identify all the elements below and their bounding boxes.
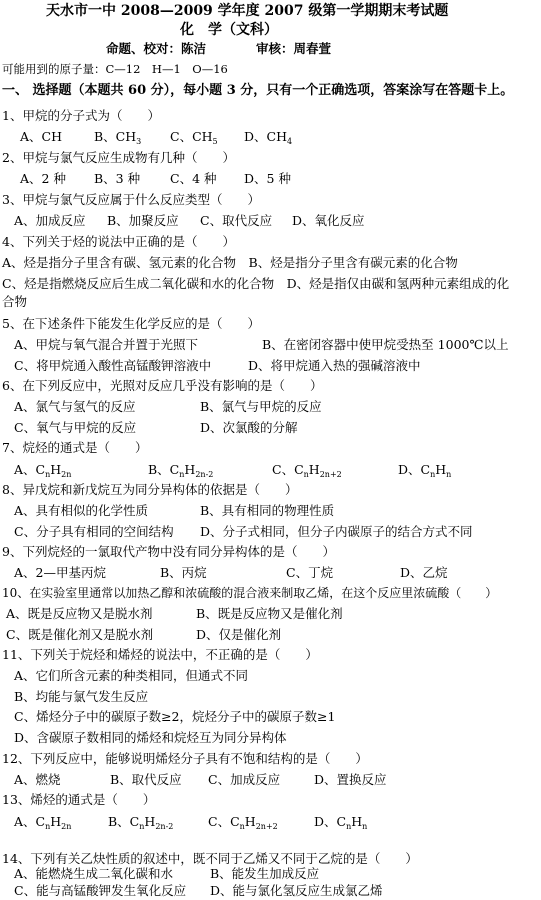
q5-option-a: A、甲烷与氧气混合并置于光照下	[14, 337, 199, 352]
question-5-stem: 5、在下述条件下能发生化学反应的是（ ）	[2, 316, 260, 331]
q10-option-c: C、既是催化剂又是脱水剂	[6, 627, 154, 642]
q10-option-b: B、既是反应物又是催化剂	[196, 606, 343, 621]
question-6-stem: 6、在下列反应中，光照对反应几乎没有影响的是（ ）	[2, 378, 323, 393]
q3-option-a: A、加成反应	[14, 213, 86, 228]
question-1-stem: 1、甲烷的分子式为（ ）	[2, 108, 160, 123]
q8-option-a: A、具有相似的化学性质	[14, 503, 149, 518]
q3-option-c: C、取代反应	[200, 213, 273, 228]
q1-option-b: B、$CH_3$	[94, 129, 142, 146]
q12-option-b: B、取代反应	[110, 772, 182, 787]
q12-option-a: A、燃烧	[14, 772, 61, 787]
question-3-stem: 3、甲烷与氯气反应属于什么反应类型（ ）	[2, 192, 260, 207]
q1-option-c: C、$CH_5$	[170, 129, 218, 146]
subject-line: 化 学（文科）	[180, 22, 278, 38]
q6-option-d: D、次氯酸的分解	[200, 420, 298, 435]
q1-option-a: A、CH	[20, 129, 62, 144]
question-11-stem: 11、下列关于烷烃和烯烃的说法中，不正确的是（ ）	[2, 647, 318, 662]
q3-option-b: B、加聚反应	[107, 213, 179, 228]
q13-option-c: C、$C_nH_{2n+2}$	[208, 814, 278, 831]
q5-option-c: C、将甲烷通入酸性高锰酸钾溶液中	[14, 358, 212, 373]
q7-option-d: D、$C_nH_n$	[398, 462, 452, 479]
question-14-stem: 14、下列有关乙炔性质的叙述中，既不同于乙烯又不同于乙烷的是（ ）	[2, 851, 418, 866]
q8-option-d: D、分子式相同，但分子内碳原子的结合方式不同	[200, 524, 473, 539]
q10-option-a: A、既是反应物又是脱水剂	[6, 606, 153, 621]
q11-option-d: D、含碳原子数相同的烯烃和烷烃互为同分异构体	[14, 730, 287, 745]
question-10-stem: 10、在实验室里通常以加热乙醇和浓硫酸的混合液来制取乙烯，在这个反应里浓硫酸（ ）	[2, 586, 498, 600]
q2-option-c: C、4 种	[170, 171, 217, 186]
q14-option-a: A、能燃烧生成二氧化碳和水	[14, 866, 174, 881]
q8-option-b: B、具有相同的物理性质	[200, 503, 335, 518]
q3-option-d: D、氧化反应	[292, 213, 365, 228]
q10-option-d: D、仅是催化剂	[196, 627, 282, 642]
q14-option-b: B、能发生加成反应	[210, 866, 320, 881]
q12-option-c: C、加成反应	[208, 772, 281, 787]
authors-line: 命题、校对：陈洁 审核：周春萱	[106, 41, 332, 56]
q2-option-a: A、2 种	[20, 171, 66, 186]
question-4-stem: 4、下列关于烃的说法中正确的是（ ）	[2, 234, 235, 249]
q11-option-a: A、它们所含元素的种类相同，但通式不同	[14, 668, 249, 683]
section-heading: 一、 选择题（本题共 60 分），每小题 3 分，只有一个正确选项，答案涂写在答题卡上。	[2, 83, 514, 98]
q14-option-d: D、能与氯化氢反应生成氯乙烯	[210, 883, 383, 898]
q11-option-b: B、均能与氯气发生反应	[14, 689, 149, 704]
q6-option-b: B、氯气与甲烷的反应	[200, 399, 322, 414]
q13-option-d: D、$C_nH_n$	[314, 814, 368, 831]
question-12-stem: 12、下列反应中，能够说明烯烃分子具有不饱和结构的是（ ）	[2, 751, 368, 766]
q13-option-b: B、$C_nH_{2n-2}$	[108, 814, 174, 831]
q5-option-b: B、在密闭容器中使甲烷受热至 1000℃以上	[262, 337, 509, 352]
q12-option-d: D、置换反应	[314, 772, 387, 787]
q7-option-b: B、$C_nH_{2n-2}$	[148, 462, 214, 479]
q5-option-d: D、将甲烷通入热的强碱溶液中	[248, 358, 421, 373]
question-2-stem: 2、甲烷与氯气反应生成物有几种（ ）	[2, 150, 235, 165]
atomic-mass-line: 可能用到的原子量：C—12 H—1 O—16	[2, 62, 228, 76]
q7-option-c: C、$C_nH_{2n+2}$	[272, 462, 342, 479]
q4-line-2: C、烃是指燃烧反应后生成二氧化碳和水的化合物 D、烃是指仅由碳和氢两种元素组成的化	[2, 276, 510, 291]
q14-option-c: C、能与高锰酸钾发生氧化反应	[14, 883, 187, 898]
question-7-stem: 7、烷烃的通式是（ ）	[2, 440, 148, 455]
q6-option-c: C、氧气与甲烷的反应	[14, 420, 137, 435]
q8-option-c: C、分子具有相同的空间结构	[14, 524, 174, 539]
q7-option-a: A、$C_nH_{2n}$	[14, 462, 72, 479]
exam-title: 天水市一中 2008—2009 学年度 2007 级第一学期期末考试题	[46, 3, 449, 19]
q9-option-d: D、乙烷	[400, 565, 448, 580]
q6-option-a: A、氯气与氢气的反应	[14, 399, 136, 414]
q9-option-c: C、丁烷	[286, 565, 334, 580]
question-13-stem: 13、烯烃的通式是（ ）	[2, 792, 156, 807]
q11-option-c: C、烯烃分子中的碳原子数≥2，烷烃分子中的碳原子数≥1	[14, 709, 336, 724]
q9-option-a: A、2—甲基丙烷	[14, 565, 106, 580]
q1-option-d: D、$CH_4$	[244, 129, 293, 146]
q9-option-b: B、丙烷	[160, 565, 207, 580]
question-8-stem: 8、异戊烷和新戊烷互为同分异构体的依据是（ ）	[2, 482, 298, 497]
q2-option-b: B、3 种	[94, 171, 141, 186]
q13-option-a: A、$C_nH_{2n}$	[14, 814, 72, 831]
q4-line-1: A、烃是指分子里含有碳、氢元素的化合物 B、烃是指分子里含有碳元素的化合物	[2, 255, 458, 270]
q4-line-3: 合物	[2, 294, 28, 309]
question-9-stem: 9、下列烷烃的一氯取代产物中没有同分异构体的是（ ）	[2, 544, 335, 559]
q2-option-d: D、5 种	[244, 171, 291, 186]
